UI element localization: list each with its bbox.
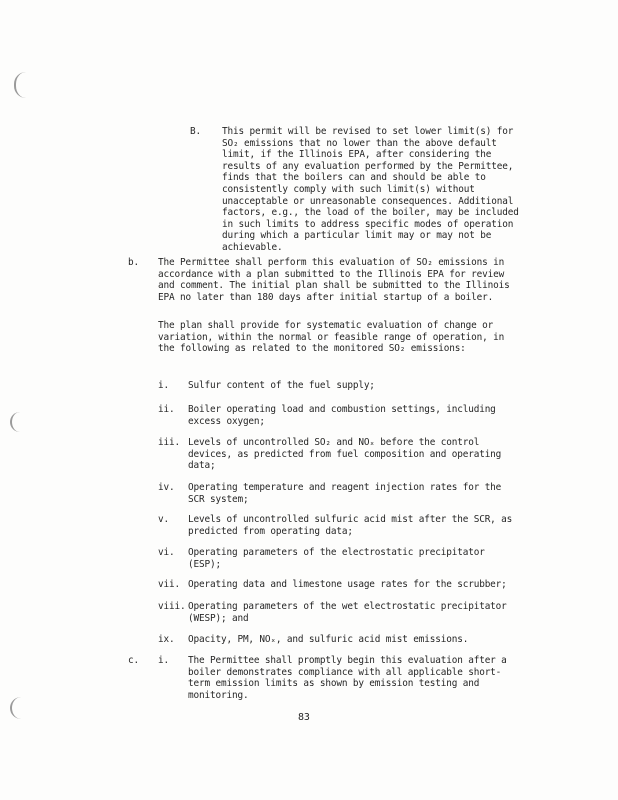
page-number: 83	[298, 712, 310, 723]
list-item-vii-text: Operating data and limestone usage rates for the scrubber;	[188, 579, 507, 590]
item-b-upper-text	[222, 126, 522, 254]
item-b-intro	[158, 320, 523, 355]
list-item-ix-label: ix.	[158, 634, 175, 645]
item-b-text	[158, 257, 523, 303]
list-item-ii-text: Boiler operating load and combustion settings, including excess oxygen;	[188, 404, 496, 427]
item-b-upper-paragraph: This permit will be revised to set lower limit(s) for SO₂ emissions that no lower than the above default limit, if the Illinois EPA, after considering the results of any evaluation performed by the Permittee, finds that the boilers can and should be able to consistently comply with such limit(s) without unacceptable or unreasonable consequences. Additional factors, e.g., the load of the boiler, may be included in such limits to address specific modes of operation during which a particular limit may or may not be achievable.	[222, 126, 519, 253]
list-item-ix-text: Opacity, PM, NOₓ, and sulfuric acid mist emissions.	[188, 634, 469, 645]
punch-hole-mark-bottom	[10, 697, 24, 719]
item-b-upper-label: B.	[190, 126, 201, 137]
item-b-paragraph: The Permittee shall perform this evaluation of SO₂ emissions in accordance with a plan submitted to the Illinois EPA for review and comment. The initial plan shall be submitted to the Illinois EPA no later than 180 days after initial startup of a boiler.	[158, 257, 510, 303]
list-item-vi-label: vi.	[158, 547, 175, 558]
list-item-viii-text: Operating parameters of the wet electrostatic precipitator (WESP); and	[188, 601, 507, 624]
item-c-sub-label: i.	[158, 655, 169, 666]
item-c-text	[188, 655, 518, 701]
list-item-viii-label: viii.	[158, 601, 186, 612]
list-item-i-text: Sulfur content of the fuel supply;	[188, 380, 375, 391]
list-item-i-label: i.	[158, 380, 169, 391]
punch-hole-mark-top	[14, 72, 30, 98]
list-item-vii-label: vii.	[158, 579, 180, 590]
list-item-iii-label: iii.	[158, 437, 180, 448]
list-item-iv-text: Operating temperature and reagent injection rates for the SCR system;	[188, 482, 502, 505]
item-c-paragraph: The Permittee shall promptly begin this evaluation after a boiler demonstrates compliance with all applicable short-term emission limits as shown by emission testing and monitoring.	[188, 655, 507, 701]
item-b-intro-paragraph: The plan shall provide for systematic evaluation of change or variation, within the normal or feasible range of operation, in the following as related to the monitored SO₂ emissions:	[158, 320, 505, 355]
punch-hole-mark-middle	[10, 412, 24, 432]
list-item-iii-text: Levels of uncontrolled SO₂ and NOₓ before the control devices, as predicted from fuel composition and operating data;	[188, 437, 502, 472]
list-item-v-text: Levels of uncontrolled sulfuric acid mist after the SCR, as predicted from operating data;	[188, 514, 513, 537]
list-item-v-label: v.	[158, 514, 169, 525]
list-item-iv-label: iv.	[158, 482, 175, 493]
item-b-label: b.	[128, 257, 139, 268]
item-c-label: c.	[128, 655, 139, 666]
list-item-vi-text: Operating parameters of the electrostatic precipitator (ESP);	[188, 547, 485, 570]
list-item-ii-label: ii.	[158, 404, 175, 415]
